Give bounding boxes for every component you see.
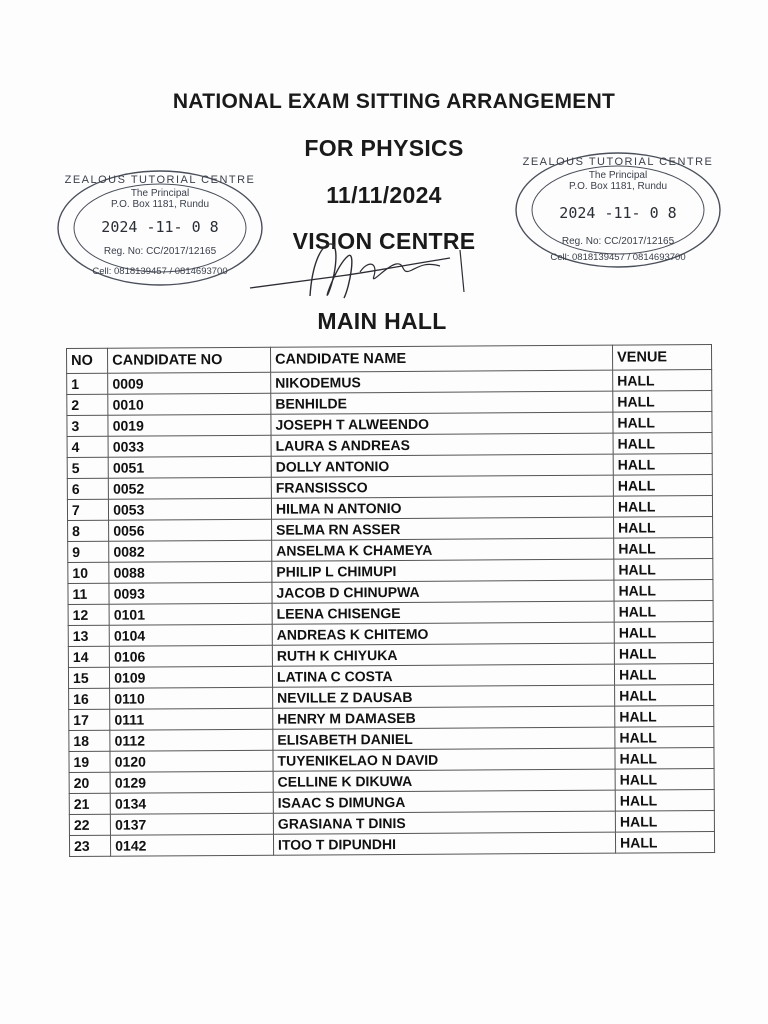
cell-venue: HALL xyxy=(614,580,713,602)
cell-candidate-name: ANDREAS K CHITEMO xyxy=(272,622,614,645)
cell-candidate-name: ISAAC S DIMUNGA xyxy=(273,790,615,813)
cell-candidate-no: 0137 xyxy=(111,813,274,835)
cell-no: 19 xyxy=(69,751,110,772)
cell-candidate-no: 0106 xyxy=(110,645,273,667)
sitting-arrangement-table xyxy=(66,344,715,857)
subject-heading: FOR PHYSICS xyxy=(304,135,464,161)
cell-candidate-name: DOLLY ANTONIO xyxy=(271,454,613,477)
stamp-principal: The Principal xyxy=(588,170,648,181)
cell-no: 10 xyxy=(68,562,109,583)
cell-no: 3 xyxy=(67,415,108,436)
stamp-cell: Cell: 0818139457 / 0814693700 xyxy=(550,252,686,263)
cell-candidate-name: ITOO T DIPUNDHI xyxy=(273,832,615,855)
cell-no: 11 xyxy=(68,583,109,604)
stamp-cell: Cell: 0818139457 / 0814693700 xyxy=(92,266,228,277)
stamp-address: P.O. Box 1181, Rundu xyxy=(110,199,210,210)
cell-venue: HALL xyxy=(614,664,713,686)
cell-no: 14 xyxy=(68,646,109,667)
cell-no: 20 xyxy=(69,772,110,793)
cell-no: 4 xyxy=(67,436,108,457)
cell-candidate-no: 0053 xyxy=(109,498,272,520)
cell-candidate-no: 0033 xyxy=(108,435,271,457)
cell-candidate-no: 0009 xyxy=(108,372,271,394)
cell-candidate-name: GRASIANA T DINIS xyxy=(273,811,615,834)
stamp-arc-text: ZEALOUS TUTORIAL CENTRE xyxy=(64,174,256,186)
cell-no: 2 xyxy=(67,394,108,415)
cell-candidate-no: 0093 xyxy=(109,582,272,604)
cell-candidate-name: FRANSISSCO xyxy=(271,475,613,498)
cell-candidate-no: 0051 xyxy=(108,456,271,478)
cell-no: 15 xyxy=(68,667,109,688)
stamp-reg-no: Reg. No: CC/2017/12165 xyxy=(103,246,217,257)
cell-candidate-no: 0134 xyxy=(110,792,273,814)
document-title: NATIONAL EXAM SITTING ARRANGEMENT xyxy=(172,90,616,113)
cell-venue: HALL xyxy=(615,769,714,791)
cell-candidate-name: TUYENIKELAO N DAVID xyxy=(273,748,615,771)
header-no: NO xyxy=(67,348,108,373)
school-stamp-right xyxy=(513,150,723,270)
cell-venue: HALL xyxy=(614,559,713,581)
cell-no: 21 xyxy=(69,793,110,814)
cell-no: 5 xyxy=(67,457,108,478)
cell-venue: HALL xyxy=(616,832,715,854)
school-stamp-left xyxy=(55,168,265,288)
cell-no: 6 xyxy=(67,478,108,499)
cell-candidate-no: 0088 xyxy=(109,561,272,583)
cell-candidate-no: 0129 xyxy=(110,771,273,793)
stamp-address: P.O. Box 1181, Rundu xyxy=(568,181,668,192)
cell-candidate-no: 0142 xyxy=(111,834,274,856)
cell-candidate-name: PHILIP L CHIMUPI xyxy=(272,559,614,582)
cell-no: 23 xyxy=(69,835,110,856)
cell-candidate-name: LAURA S ANDREAS xyxy=(271,433,613,456)
cell-candidate-name: RUTH K CHIYUKA xyxy=(272,643,614,666)
cell-candidate-name: HENRY M DAMASEB xyxy=(273,706,615,729)
cell-candidate-name: SELMA RN ASSER xyxy=(272,517,614,540)
header-candidate-no: CANDIDATE NO xyxy=(108,347,271,373)
cell-venue: HALL xyxy=(614,517,713,539)
cell-candidate-no: 0120 xyxy=(110,750,273,772)
stamp-arc-text: ZEALOUS TUTORIAL CENTRE xyxy=(522,156,714,168)
cell-venue: HALL xyxy=(613,412,712,434)
cell-no: 17 xyxy=(69,709,110,730)
cell-candidate-name: CELLINE K DIKUWA xyxy=(273,769,615,792)
header-venue: VENUE xyxy=(613,345,712,371)
cell-venue: HALL xyxy=(615,811,714,833)
cell-candidate-no: 0112 xyxy=(110,729,273,751)
cell-candidate-no: 0052 xyxy=(108,477,271,499)
cell-no: 22 xyxy=(69,814,110,835)
cell-no: 8 xyxy=(68,520,109,541)
cell-candidate-no: 0101 xyxy=(109,603,272,625)
cell-venue: HALL xyxy=(615,790,714,812)
centre-name: VISION CENTRE xyxy=(292,228,476,254)
cell-venue: HALL xyxy=(615,706,714,728)
cell-candidate-no: 0111 xyxy=(110,708,273,730)
cell-venue: HALL xyxy=(614,622,713,644)
cell-venue: HALL xyxy=(614,643,713,665)
cell-venue: HALL xyxy=(613,391,712,413)
cell-venue: HALL xyxy=(614,538,713,560)
cell-candidate-name: LATINA C COSTA xyxy=(272,664,614,687)
cell-venue: HALL xyxy=(615,727,714,749)
cell-candidate-name: NIKODEMUS xyxy=(271,370,613,393)
cell-venue: HALL xyxy=(613,496,712,518)
cell-venue: HALL xyxy=(613,475,712,497)
exam-date: 11/11/2024 xyxy=(326,182,442,208)
cell-venue: HALL xyxy=(613,433,712,455)
cell-candidate-name: JOSEPH T ALWEENDO xyxy=(271,412,613,435)
cell-candidate-name: NEVILLE Z DAUSAB xyxy=(273,685,615,708)
cell-no: 12 xyxy=(68,604,109,625)
table-row xyxy=(69,832,714,857)
cell-candidate-name: LEENA CHISENGE xyxy=(272,601,614,624)
cell-no: 18 xyxy=(69,730,110,751)
cell-no: 13 xyxy=(68,625,109,646)
stamp-date: 2024 -11- 0 8 xyxy=(101,218,219,236)
stamp-reg-no: Reg. No: CC/2017/12165 xyxy=(561,236,675,247)
cell-no: 1 xyxy=(67,373,108,394)
cell-venue: HALL xyxy=(613,454,712,476)
cell-candidate-name: BENHILDE xyxy=(271,391,613,414)
cell-candidate-no: 0104 xyxy=(109,624,272,646)
stamp-date: 2024 -11- 0 8 xyxy=(559,204,677,222)
hall-name: MAIN HALL xyxy=(317,308,447,334)
cell-candidate-name: HILMA N ANTONIO xyxy=(271,496,613,519)
cell-venue: HALL xyxy=(614,601,713,623)
cell-candidate-no: 0056 xyxy=(109,519,272,541)
cell-candidate-no: 0010 xyxy=(108,393,271,415)
cell-venue: HALL xyxy=(613,370,712,392)
cell-no: 16 xyxy=(69,688,110,709)
stamp-principal: The Principal xyxy=(130,188,190,199)
cell-candidate-no: 0019 xyxy=(108,414,271,436)
cell-candidate-no: 0109 xyxy=(110,666,273,688)
cell-no: 9 xyxy=(68,541,109,562)
cell-candidate-name: ANSELMA K CHAMEYA xyxy=(272,538,614,561)
cell-venue: HALL xyxy=(615,748,714,770)
cell-candidate-no: 0110 xyxy=(110,687,273,709)
signature-mark xyxy=(240,236,470,306)
cell-candidate-name: JACOB D CHINUPWA xyxy=(272,580,614,603)
header-candidate-name: CANDIDATE NAME xyxy=(270,345,612,372)
table-header-row xyxy=(67,345,712,374)
cell-candidate-name: ELISABETH DANIEL xyxy=(273,727,615,750)
cell-no: 7 xyxy=(67,499,108,520)
cell-candidate-no: 0082 xyxy=(109,540,272,562)
cell-venue: HALL xyxy=(615,685,714,707)
